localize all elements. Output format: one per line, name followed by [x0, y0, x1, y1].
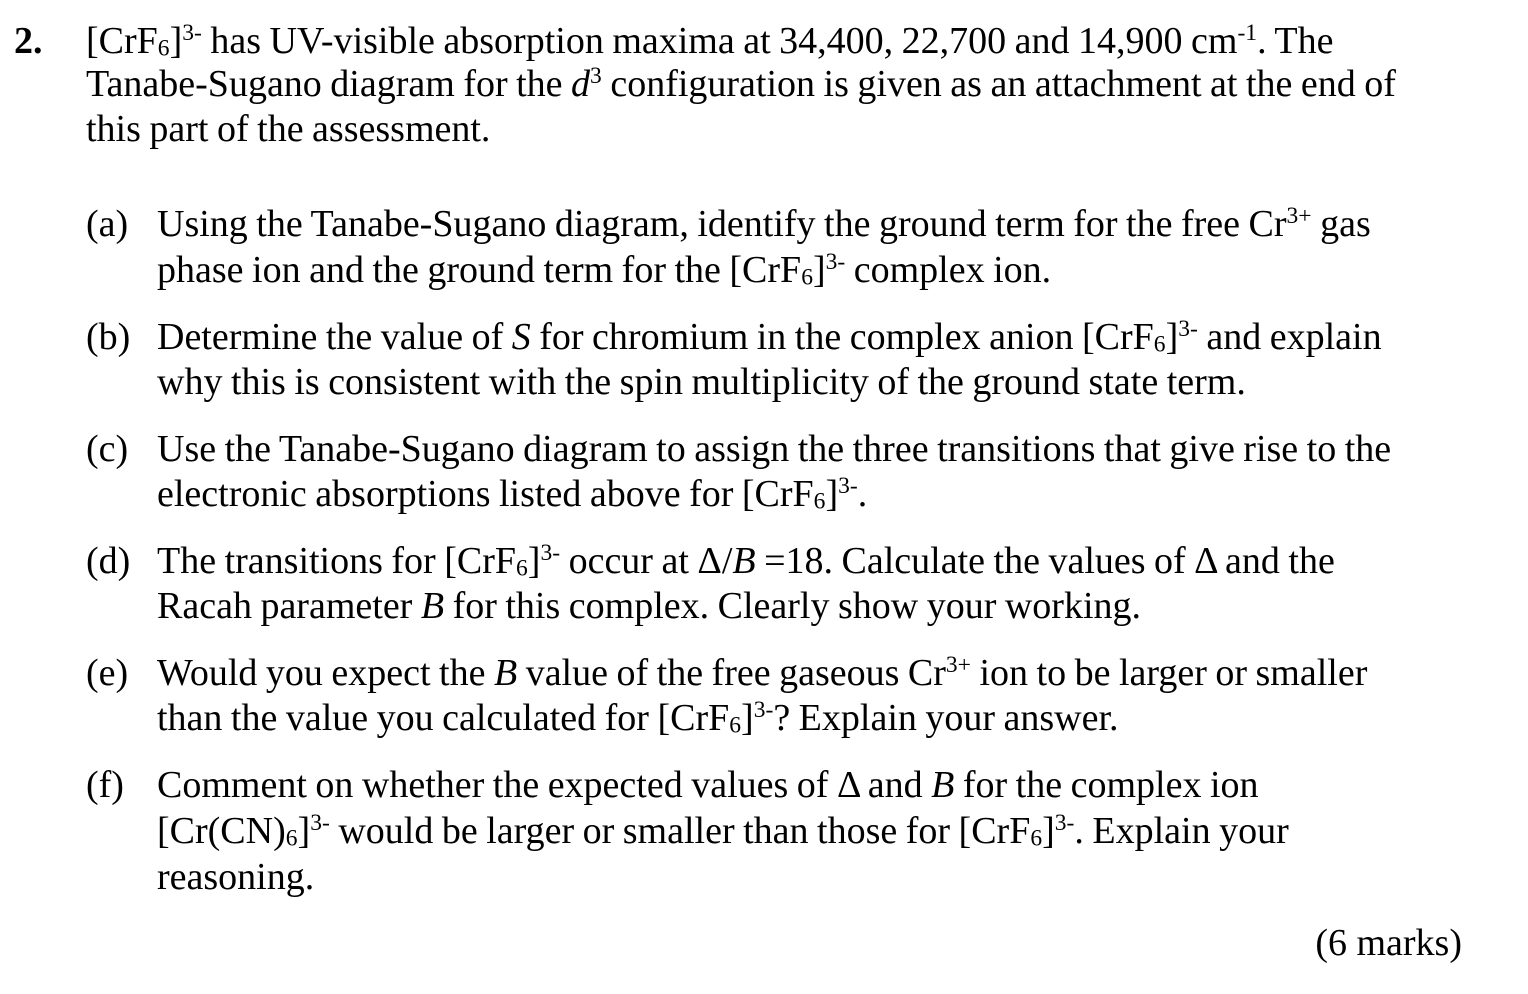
part-c-line-2: electronic absorptions listed above for $[CrF_6]^{3-}$. [157, 473, 868, 515]
part-b-line-2: why this is consistent with the spin multiplicity of the ground state term. [157, 361, 1246, 403]
part-d-line-2: Racah parameter B for this complex. Clearly show your working. [157, 585, 1142, 627]
part-a-label: (a) [86, 203, 129, 245]
part-f-line-3: reasoning. [157, 856, 315, 898]
part-e-label: (e) [86, 652, 129, 694]
marks-label: (6 marks) [1315, 922, 1462, 964]
part-d-label: (d) [86, 540, 131, 582]
question-number: 2. [14, 20, 43, 62]
part-c-label: (c) [86, 428, 129, 470]
part-e-line-2: than the value you calculated for $[CrF_6]^{3-}$? Explain your answer. [157, 697, 1119, 739]
part-a-line-2: phase ion and the ground term for the $[CrF_6]^{3-}$ complex ion. [157, 249, 1052, 291]
part-b-label: (b) [86, 316, 131, 358]
part-b-line-1: Determine the value of S for chromium in the complex anion $[CrF_6]^{3-}$ and explain [157, 316, 1382, 358]
part-f-line-1: Comment on whether the expected values of Δ and B for the complex ion [157, 764, 1259, 806]
part-c-line-1: Use the Tanabe-Sugano diagram to assign the three transitions that give rise to the [157, 428, 1392, 470]
part-a-line-1: Using the Tanabe-Sugano diagram, identify the ground term for the free $Cr^{3+}$ gas [157, 203, 1371, 245]
intro-line-3: this part of the assessment. [86, 108, 491, 150]
intro-line-2: Tanabe-Sugano diagram for the $d^3$ configuration is given as an attachment at the end of [86, 63, 1396, 105]
part-f-line-2: $[Cr(CN)_6]^{3-}$ would be larger or smaller than those for $[CrF_6]^{3-}$. Explain your [157, 810, 1289, 852]
intro-line-1: $[CrF_6]^{3-}$ has UV-visible absorption maxima at 34,400, 22,700 and 14,900 $cm^{-1}$. The [86, 20, 1334, 62]
part-e-line-1: Would you expect the B value of the free gaseous $Cr^{3+}$ ion to be larger or smaller [157, 652, 1368, 694]
part-f-label: (f) [86, 764, 124, 806]
part-d-line-1: The transitions for $[CrF_6]^{3-}$ occur at Δ/B =18. Calculate the values of Δ and the [157, 540, 1335, 582]
